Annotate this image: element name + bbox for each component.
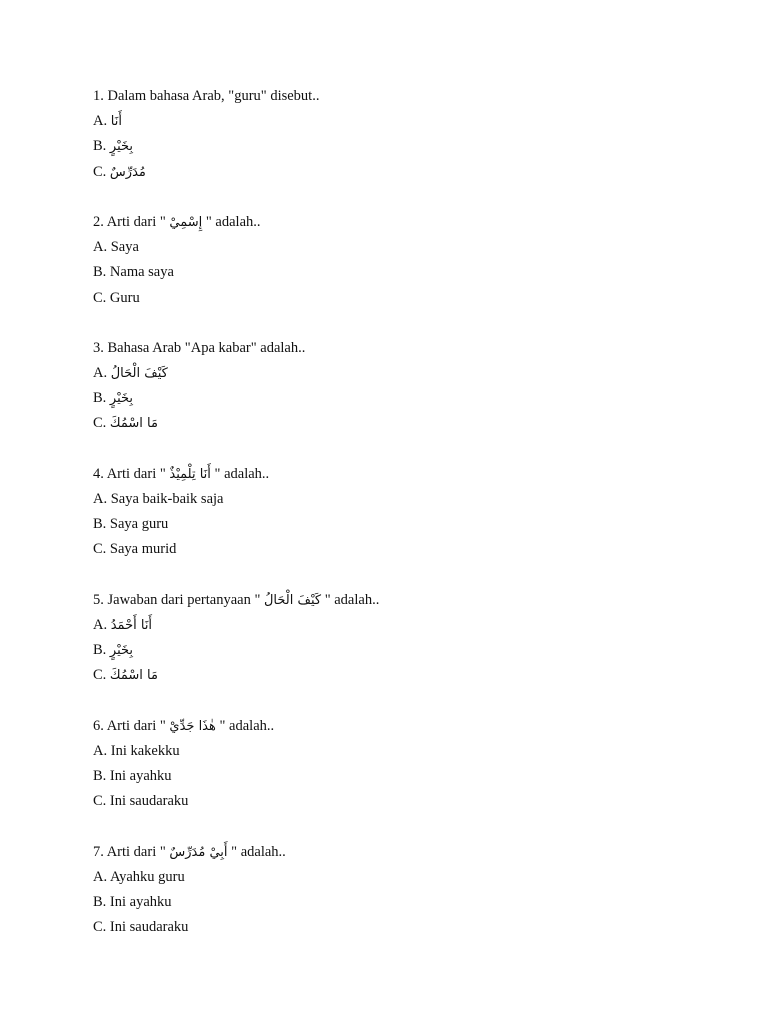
option-text: Nama saya <box>109 264 174 281</box>
option-text: مَا اسْمُكَ <box>109 668 158 684</box>
option-a <box>93 235 733 260</box>
question-arabic-phrase: أَنَا تِلْمِيْذٌ <box>169 466 211 482</box>
option-c <box>93 915 733 940</box>
option-text: Ini saudaraku <box>109 919 189 936</box>
option-text: Guru <box>109 289 140 306</box>
option-c <box>93 411 733 436</box>
question-1-stem <box>93 84 733 109</box>
option-letter: A. <box>93 868 108 885</box>
question-6 <box>93 714 733 815</box>
option-c <box>93 789 733 814</box>
question-7-stem <box>93 840 733 865</box>
option-text: أَنَا <box>110 114 122 130</box>
option-a <box>93 613 733 638</box>
option-letter: C. <box>93 163 107 180</box>
option-letter: A. <box>93 616 108 633</box>
question-number: 4. <box>93 465 104 482</box>
question-4 <box>93 462 733 563</box>
option-b <box>93 386 733 411</box>
option-text: بِخَيْرٍ <box>109 391 134 407</box>
option-text: كَيْفَ الْحَالُ <box>110 366 168 382</box>
question-text-suffix: " adalah.. <box>231 843 286 860</box>
question-3-stem <box>93 336 733 361</box>
option-a <box>93 487 733 512</box>
option-text: Saya baik-baik saja <box>110 491 224 507</box>
option-letter: C. <box>93 919 107 936</box>
option-letter: C. <box>93 793 107 810</box>
option-text: Saya guru <box>109 516 169 533</box>
option-text: Ini kakekku <box>110 742 180 759</box>
question-number: 7. <box>93 843 104 860</box>
option-letter: A. <box>93 239 108 256</box>
question-5 <box>93 588 733 689</box>
option-letter: B. <box>93 642 107 659</box>
question-arabic-phrase: كَيْفَ الْحَالُ <box>263 592 322 608</box>
option-b <box>93 890 733 915</box>
option-b <box>93 638 733 663</box>
question-number: 2. <box>93 213 104 230</box>
option-text: Saya <box>110 239 139 256</box>
question-3 <box>93 336 733 437</box>
option-b <box>93 260 733 285</box>
option-a <box>93 361 733 386</box>
question-text: Dalam bahasa Arab, "guru" disebut.. <box>107 88 320 104</box>
option-a <box>93 865 733 890</box>
option-letter: B. <box>93 768 107 785</box>
question-text-prefix: Arti dari " <box>106 843 166 860</box>
question-7 <box>93 840 733 941</box>
question-1 <box>93 84 733 185</box>
question-text: Bahasa Arab "Apa kabar" adalah.. <box>107 339 306 356</box>
option-letter: C. <box>93 541 107 558</box>
question-6-stem <box>93 714 733 739</box>
option-letter: A. <box>93 742 108 759</box>
option-c <box>93 537 733 562</box>
option-letter: C. <box>93 415 107 432</box>
option-letter: B. <box>93 894 107 910</box>
option-text: مُدَرِّسٌ <box>109 164 146 180</box>
option-letter: B. <box>93 516 107 533</box>
question-number: 5. <box>93 591 104 608</box>
option-text: Ayahku guru <box>109 868 185 885</box>
question-2-stem <box>93 210 733 235</box>
option-c <box>93 663 733 688</box>
question-text-prefix: Arti dari " <box>106 213 166 230</box>
question-text-suffix: " adalah.. <box>324 591 380 608</box>
option-letter: A. <box>93 113 108 130</box>
option-a <box>93 739 733 764</box>
question-2 <box>93 210 733 311</box>
question-text-suffix: " adalah.. <box>205 213 261 230</box>
option-text: Ini saudaraku <box>109 793 189 810</box>
option-b <box>93 134 733 159</box>
question-text-prefix: Arti dari " <box>106 465 166 482</box>
option-text: Saya murid <box>109 541 177 558</box>
question-text-suffix: " adalah.. <box>214 465 270 482</box>
option-letter: C. <box>93 667 107 684</box>
option-text: Ini ayahku <box>109 768 172 785</box>
option-c <box>93 286 733 311</box>
option-text: أَنَا أَحْمَدُ <box>110 617 153 633</box>
question-text-prefix: Arti dari " <box>106 717 166 734</box>
option-b <box>93 764 733 789</box>
question-arabic-phrase: هٰذَا جَدِّيْ <box>169 718 216 734</box>
option-text: بِخَيْرٍ <box>109 643 134 659</box>
option-text: بِخَيْرٍ <box>109 139 134 155</box>
option-letter: B. <box>93 390 107 407</box>
question-4-stem <box>93 462 733 487</box>
option-text: Ini ayahku <box>109 894 172 910</box>
option-a <box>93 109 733 134</box>
option-letter: C. <box>93 289 107 306</box>
option-letter: B. <box>93 264 107 281</box>
option-c <box>93 160 733 185</box>
option-letter: A. <box>93 365 108 382</box>
question-number: 1. <box>93 88 104 104</box>
question-text-prefix: Jawaban dari pertanyaan " <box>107 591 261 608</box>
question-arabic-phrase: أَبِيْ مُدَرِّسٌ <box>169 844 228 860</box>
question-number: 3. <box>93 339 104 356</box>
question-number: 6. <box>93 717 104 734</box>
quiz-document <box>93 84 733 966</box>
option-letter: A. <box>93 491 108 507</box>
option-letter: B. <box>93 138 107 155</box>
option-b <box>93 512 733 537</box>
question-5-stem <box>93 588 733 613</box>
option-text: مَا اسْمُكَ <box>109 416 158 432</box>
question-arabic-phrase: إِسْمِيْ <box>169 214 203 230</box>
question-text-suffix: " adalah.. <box>219 717 275 734</box>
